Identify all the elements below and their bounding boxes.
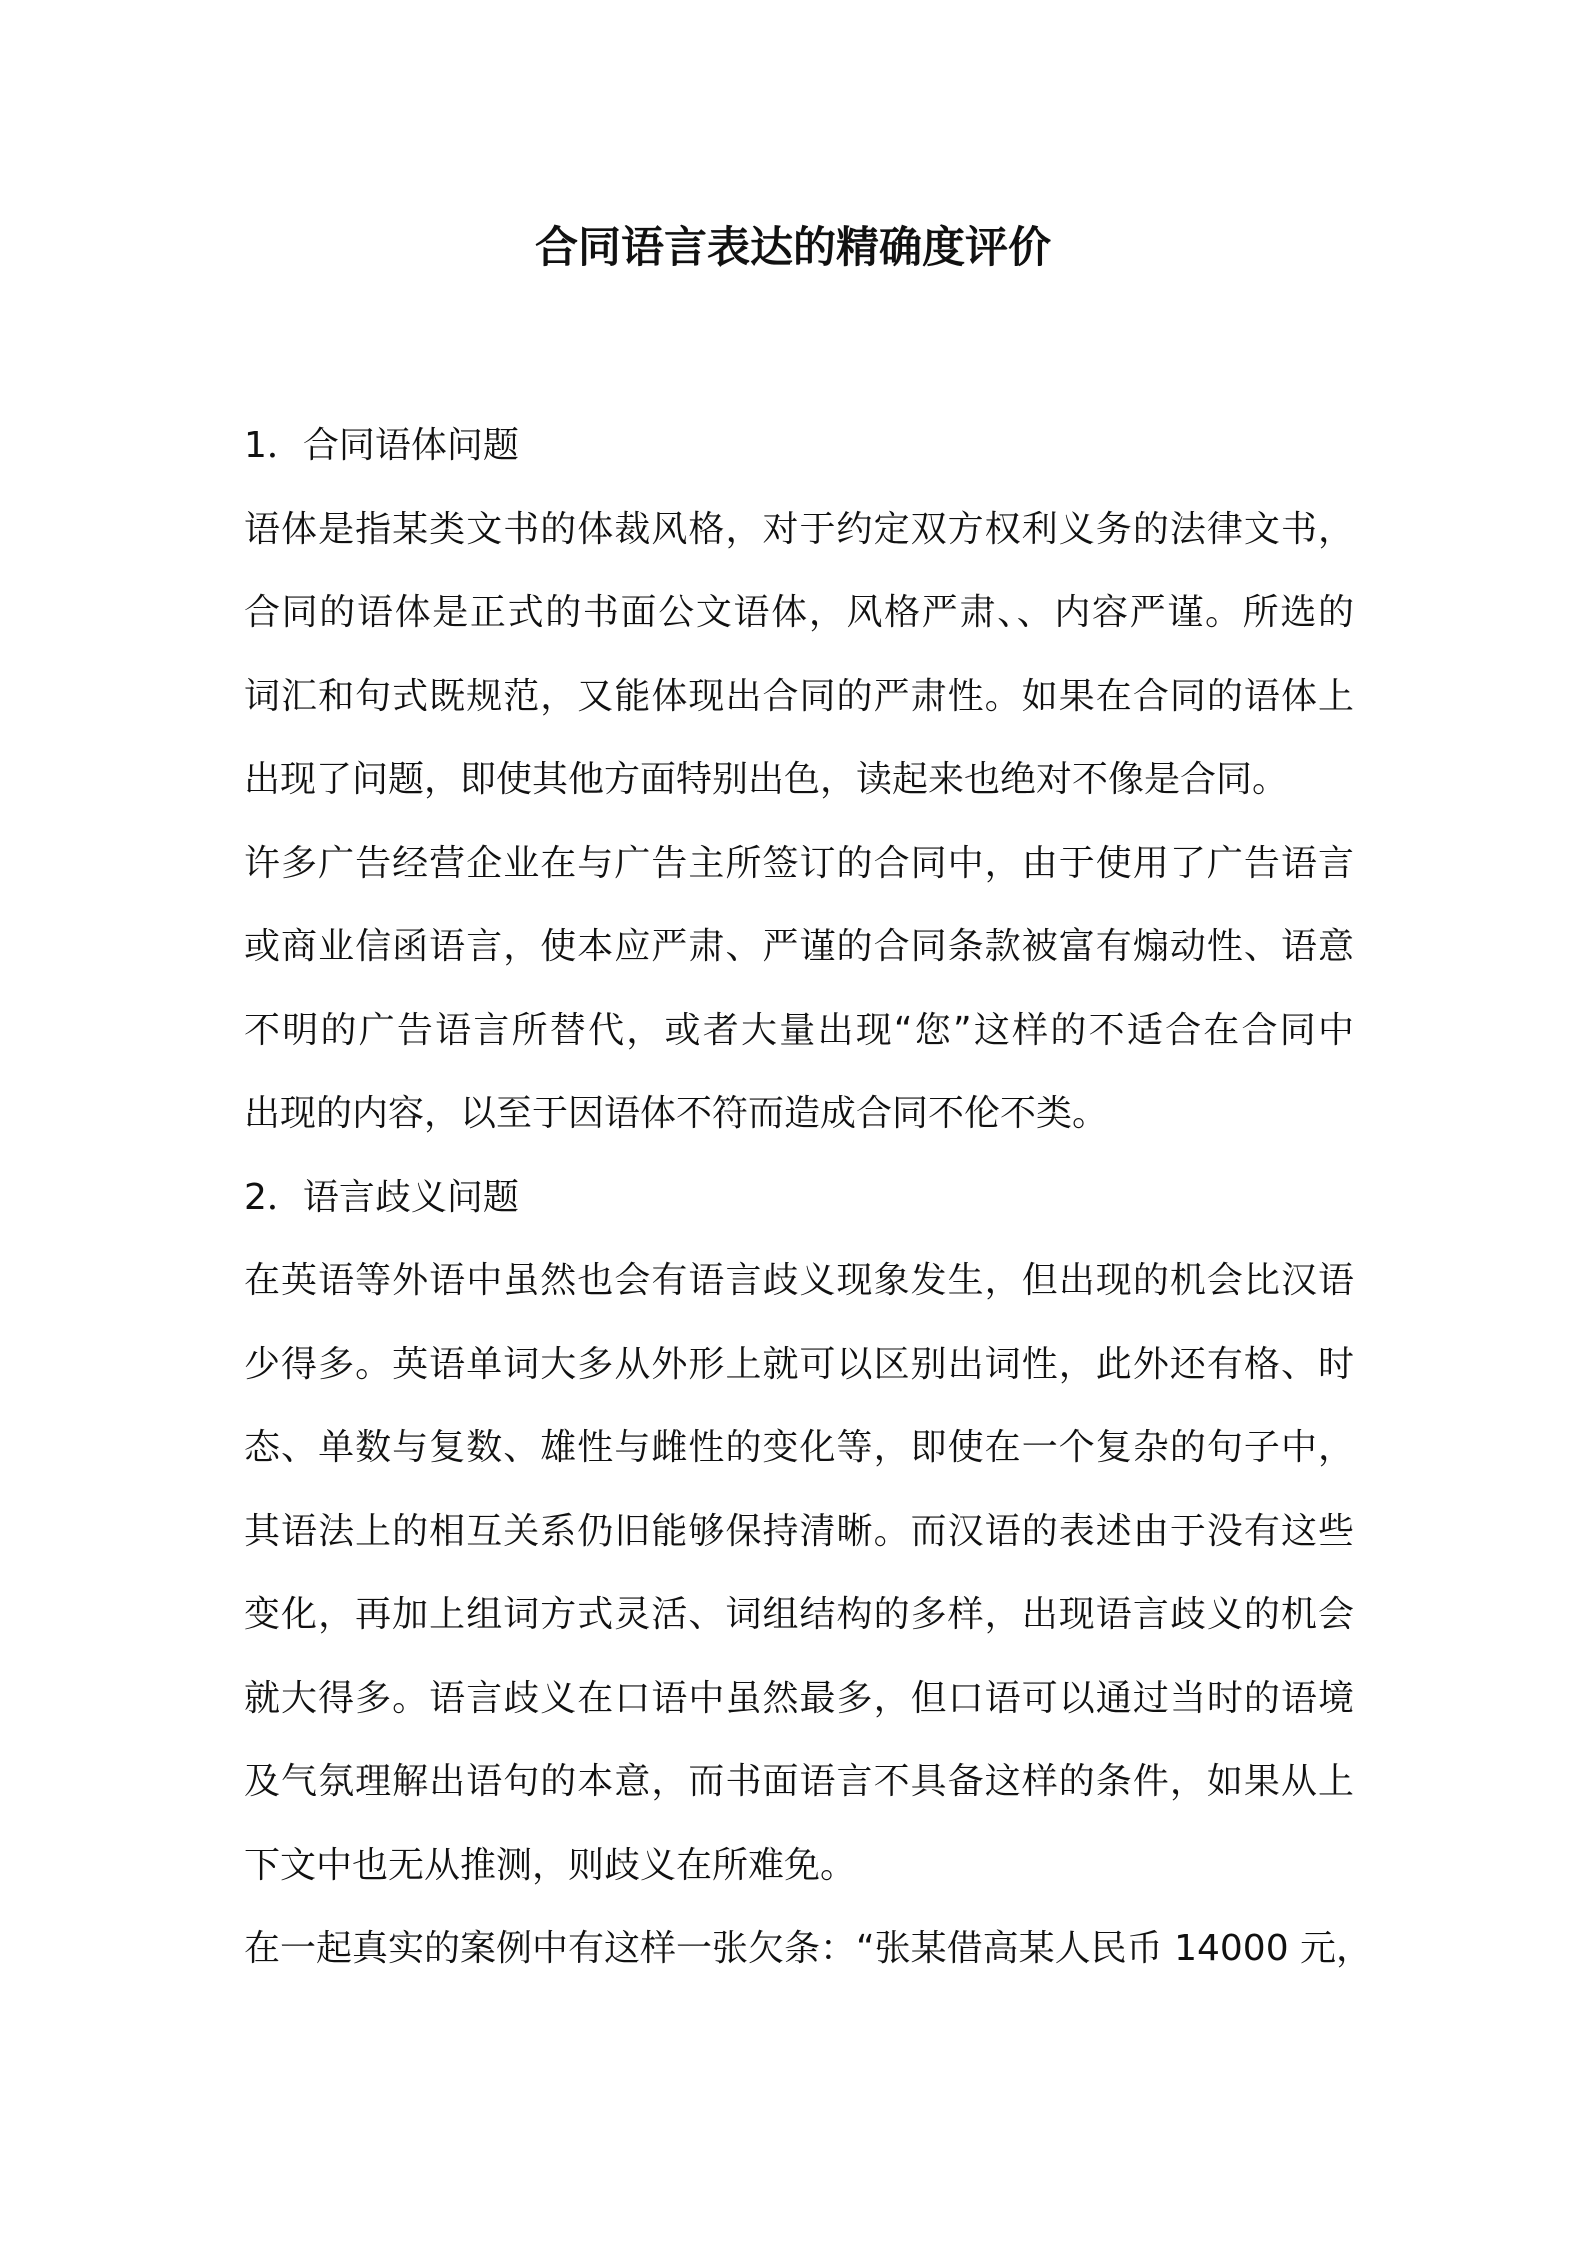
paragraph-line: 或商业信函语言，使本应严肃、严谨的合同条款被富有煽动性、语意 [244,926,1354,967]
document-body [244,404,1373,1991]
section-heading-2: 2．语言歧义问题 [244,1176,519,1218]
paragraph-line: 合同的语体是正式的书面公文语体，风格严肃、、内容严谨。所选的 [244,592,1354,633]
paragraph-line: 态、单数与复数、雄性与雌性的变化等，即使在一个复杂的句子中， [244,1427,1354,1468]
paragraph-line: 词汇和句式既规范，又能体现出合同的严肃性。如果在合同的语体上 [244,675,1354,717]
paragraph-line: 语体是指某类文书的体裁风格，对于约定双方权利义务的法律文书， [244,508,1354,550]
paragraph-line: 及气氛理解出语句的本意，而书面语言不具备这样的条件，如果从上 [244,1761,1354,1802]
paragraph-line: 其语法上的相互关系仍旧能够保持清晰。而汉语的表述由于没有这些 [244,1510,1354,1552]
paragraph-line: 出现的内容，以至于因语体不符而造成合同不伦不类。 [244,1093,1109,1134]
paragraph-line: 下文中也无从推测，则歧义在所难免。 [244,1844,857,1886]
paragraph-line: 在英语等外语中虽然也会有语言歧义现象发生，但出现的机会比汉语 [244,1260,1354,1301]
paragraph-line: 不明的广告语言所替代，或者大量出现“您”这样的不适合在合同中 [244,1009,1354,1051]
paragraph-line: 出现了问题，即使其他方面特别出色，读起来也绝对不像是合同。 [244,759,1289,800]
paragraph-line: 许多广告经营企业在与广告主所签订的合同中，由于使用了广告语言 [244,842,1354,884]
document-title: 合同语言表达的精确度评价 [535,223,1051,273]
paragraph-line: 就大得多。语言歧义在口语中虽然最多，但口语可以通过当时的语境 [244,1677,1354,1719]
section-heading-1: 1．合同语体问题 [244,425,519,466]
paragraph-line: 变化，再加上组词方式灵活、词组结构的多样，出现语言歧义的机会 [244,1594,1354,1635]
paragraph-line: 在一起真实的案例中有这样一张欠条：“张某借高某人民币 14000 元， [244,1928,1373,1969]
paragraph-line: 少得多。英语单词大多从外形上就可以区别出词性，此外还有格、时 [244,1343,1354,1385]
